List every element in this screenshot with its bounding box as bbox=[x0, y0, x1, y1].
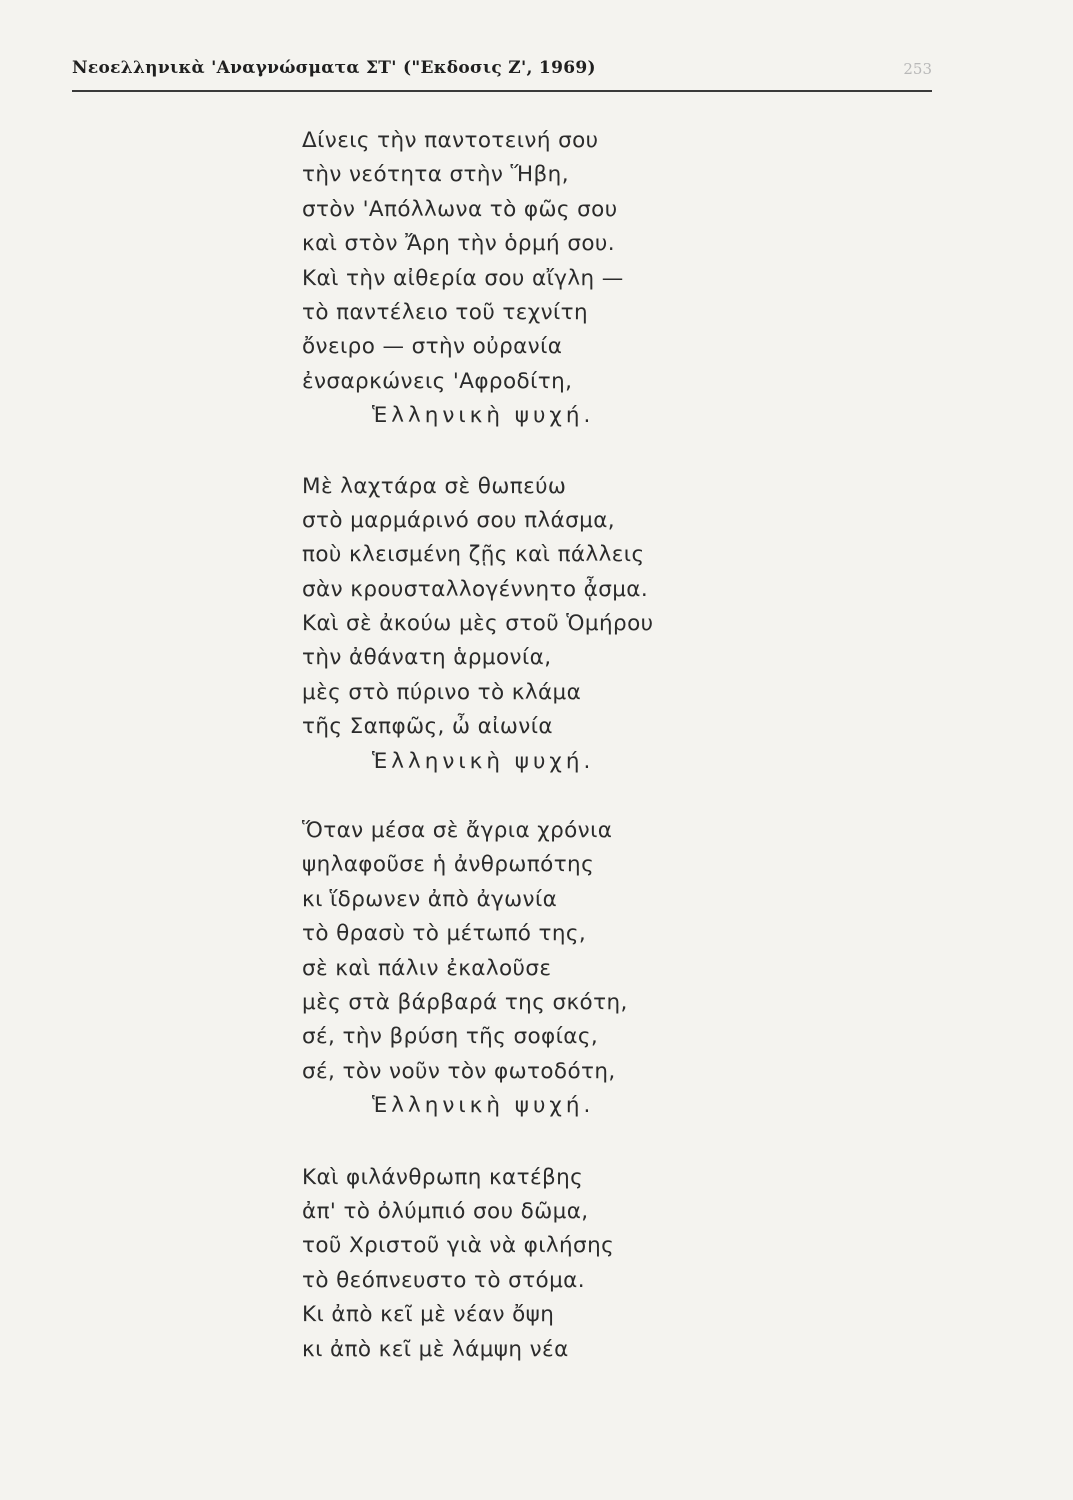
poem-line: τὸ θρασὺ τὸ μέτωπό της, bbox=[302, 921, 587, 947]
poem-line: κι ἵδρωνεν ἀπὸ ἀγωνία bbox=[302, 886, 558, 912]
stanza bbox=[302, 814, 862, 1124]
poem-line: κι ἀπὸ κεῖ μὲ λάμψη νέα bbox=[302, 1336, 569, 1362]
poem-line: τὴν ἀθάνατη ἁρμονία, bbox=[302, 645, 552, 671]
poem-line: Καὶ φιλάνθρωπη κατέβης bbox=[302, 1164, 584, 1190]
poem-line: Ὅταν μέσα σὲ ἄγρια χρόνια bbox=[302, 818, 613, 844]
poem-line: τὴν νεότητα στὴν Ἥβη, bbox=[302, 162, 569, 188]
poem-line: τοῦ Χριστοῦ γιὰ νὰ φιλήσης bbox=[302, 1233, 615, 1259]
poem-line: σέ, τὴν βρύση τῆς σοφίας, bbox=[302, 1024, 599, 1050]
page-number: 253 bbox=[903, 60, 932, 78]
poem-line: σέ, τὸν νοῦν τὸν φωτοδότη, bbox=[302, 1058, 616, 1084]
page-header bbox=[72, 56, 932, 92]
poem-line: ὄνειρο — στὴν οὐρανία bbox=[302, 334, 563, 360]
poem-line: στὸ μαρμάρινό σου πλάσμα, bbox=[302, 507, 616, 533]
poem-line: ἀπ' τὸ ὀλύμπιό σου δῶμα, bbox=[302, 1198, 589, 1224]
poem bbox=[302, 124, 862, 1400]
poem-line: Καὶ σὲ ἀκούω μὲς στοῦ Ὁμήρου bbox=[302, 611, 654, 637]
poem-line: στὸν 'Απόλλωνα τὸ φῶς σου bbox=[302, 196, 618, 222]
book-title: Νεοελληνικὰ 'Αναγνώσματα ΣΤ' ("Εκδοσις Ζ', 1969) bbox=[72, 58, 596, 78]
refrain-line: Ἑλληνικὴ ψυχή. bbox=[372, 748, 595, 774]
poem-line: Μὲ λαχτάρα σὲ θωπεύω bbox=[302, 473, 567, 499]
poem-line: τὸ θεόπνευστο τὸ στόμα. bbox=[302, 1267, 585, 1293]
poem-line: Καὶ τὴν αἰθερία σου αἴγλη — bbox=[302, 265, 624, 291]
poem-line: σὲ καὶ πάλιν ἐκαλοῦσε bbox=[302, 955, 552, 981]
poem-line: μὲς στὰ βάρβαρά της σκότη, bbox=[302, 989, 628, 1015]
poem-line: μὲς στὸ πύρινο τὸ κλάμα bbox=[302, 679, 582, 705]
refrain-line: Ἑλληνικὴ ψυχή. bbox=[372, 1093, 595, 1119]
poem-line: Δίνεις τὴν παντοτεινή σου bbox=[302, 128, 599, 153]
stanza bbox=[302, 1161, 862, 1367]
stanza bbox=[302, 124, 862, 434]
poem-line: ψηλαφοῦσε ἡ ἀνθρωπότης bbox=[302, 852, 595, 878]
poem-line: τὸ παντέλειο τοῦ τεχνίτη bbox=[302, 299, 589, 325]
poem-line: καὶ στὸν Ἄρη τὴν ὁρμή σου. bbox=[302, 231, 615, 257]
poem-line: ποὺ κλεισμένη ζῇς καὶ πάλλεις bbox=[302, 542, 645, 568]
poem-line: τῆς Σαπφῶς, ὦ αἰωνία bbox=[302, 714, 553, 740]
poem-line: σὰν κρουσταλλογέννητο ᾆσμα. bbox=[302, 576, 649, 602]
refrain-line: Ἑλληνικὴ ψυχή. bbox=[372, 403, 595, 429]
poem-line: ἐνσαρκώνεις 'Αφροδίτη, bbox=[302, 368, 573, 394]
stanza bbox=[302, 470, 862, 780]
poem-line: Κι ἀπὸ κεῖ μὲ νέαν ὄψη bbox=[302, 1302, 555, 1328]
